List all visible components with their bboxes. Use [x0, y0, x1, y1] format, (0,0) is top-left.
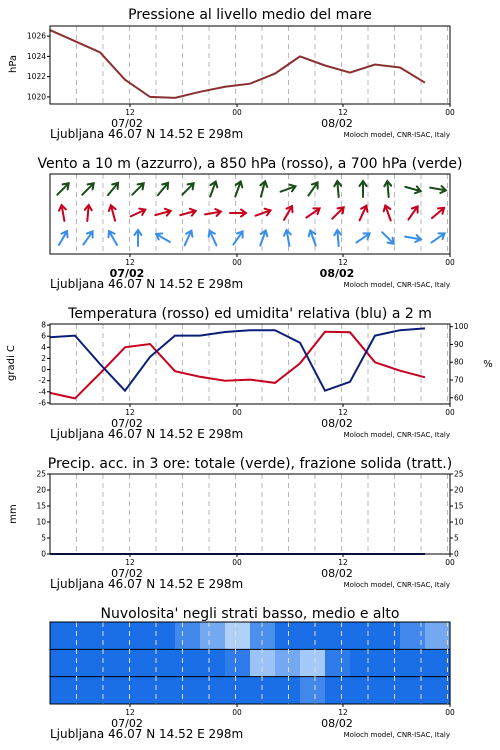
y-tick-label: 1020: [26, 92, 46, 102]
wind-10m-arrow: [233, 231, 242, 244]
x-tick-label: 12: [125, 108, 135, 117]
temp-model: Moloch model, CNR-ISAC, Italy: [343, 431, 450, 439]
y-tick-label: 25: [36, 469, 46, 479]
pressure-line: [50, 30, 425, 98]
cloud-cell: [225, 677, 251, 705]
cloud-cell: [300, 677, 326, 705]
wind-850-arrow: [360, 206, 368, 221]
wind-850-arrow: [230, 210, 246, 217]
cloud-cell: [375, 622, 401, 650]
date-label: 07/02: [111, 567, 143, 580]
wind-700-arrow: [132, 183, 143, 194]
wind-10m-arrow: [382, 232, 393, 243]
y-tick-label: 0: [41, 365, 46, 375]
wind-850-arrow: [332, 207, 343, 218]
wind-700-arrow: [405, 186, 420, 193]
date-label: 08/02: [321, 717, 353, 730]
wind-700-arrow: [182, 183, 193, 194]
cloud-cell: [400, 677, 426, 705]
temp-title: Temperatura (rosso) ed umidita' relativa (blu) a 2 m: [68, 306, 432, 322]
wind-850-arrow: [85, 205, 92, 221]
wind-850-arrow: [59, 205, 66, 221]
cloud-cell: [250, 622, 276, 650]
y-tick-label: 1026: [26, 31, 46, 41]
wind-title: Vento a 10 m (azzurro), a 850 hPa (rosso), a 700 hPa (verde): [37, 156, 463, 172]
wind-10m-arrow: [156, 234, 170, 243]
temperature-line: [50, 332, 425, 399]
cloud-location: Ljubljana 46.07 N 14.52 E 298m: [50, 727, 244, 741]
y-tick-label: 5: [41, 533, 46, 543]
wind-850-arrow: [306, 208, 319, 217]
pressure-ylabel: hPa: [8, 54, 19, 74]
cloud-panel: [50, 606, 455, 741]
y-tick-label: 10: [36, 517, 46, 527]
cloud-cell: [50, 649, 76, 677]
wind-850-arrow: [408, 206, 417, 219]
x-tick-label: 12: [338, 708, 348, 717]
y-tick-label: 20: [454, 485, 464, 495]
cloud-cell: [325, 649, 351, 677]
precip-model: Moloch model, CNR-ISAC, Italy: [343, 581, 450, 589]
y-tick-label: 100: [454, 322, 469, 332]
cloud-cell: [100, 649, 126, 677]
cloud-cell: [400, 622, 426, 650]
wind-700-arrow: [57, 183, 68, 194]
wind-700-arrow: [235, 182, 242, 197]
cloud-cell: [125, 622, 151, 650]
precip-ylabel: mm: [8, 504, 19, 524]
cloud-cell: [275, 649, 301, 677]
wind-10m-arrow: [83, 231, 92, 244]
x-tick-label: 00: [445, 108, 455, 117]
wind-700-arrow: [360, 181, 367, 197]
cloud-cell: [375, 677, 401, 705]
x-tick-label: 00: [232, 558, 242, 567]
wind-10m-arrow: [334, 230, 341, 246]
cloud-cell: [175, 622, 201, 650]
cloud-cell: [225, 622, 251, 650]
cloud-model: Moloch model, CNR-ISAC, Italy: [343, 731, 450, 739]
y-tick-label: 15: [454, 501, 464, 511]
cloud-cell: [275, 677, 301, 705]
date-label: 08/02: [321, 567, 353, 580]
date-label: 08/02: [319, 267, 355, 280]
x-tick-label: 00: [445, 258, 455, 267]
x-tick-label: 00: [445, 408, 455, 417]
y-tick-label: 25: [454, 469, 464, 479]
wind-850-arrow: [155, 209, 170, 216]
x-tick-label: 12: [125, 558, 135, 567]
date-label: 07/02: [111, 417, 143, 430]
y-tick-label: 90: [454, 339, 464, 349]
wind-10m-arrow: [209, 231, 217, 246]
cloud-cell: [350, 677, 376, 705]
y-tick-label: 20: [36, 485, 46, 495]
wind-10m-arrow: [59, 231, 68, 245]
wind-panel: [37, 156, 462, 291]
pressure-title: Pressione al livello medio del mare: [128, 7, 372, 23]
wind-700-arrow: [108, 183, 118, 195]
y-tick-label: 80: [454, 357, 464, 367]
x-tick-label: 00: [232, 408, 242, 417]
cloud-cell: [100, 677, 126, 705]
cloud-title: Nuvolosita' negli strati basso, medio e alto: [100, 606, 400, 622]
wind-model: Moloch model, CNR-ISAC, Italy: [343, 281, 450, 289]
wind-850-arrow: [284, 206, 293, 220]
y-tick-label: 1022: [26, 72, 46, 82]
cloud-cell: [400, 649, 426, 677]
y-tick-label: -4: [38, 387, 46, 397]
wind-700-arrow: [210, 182, 217, 197]
wind-10m-arrow: [135, 230, 142, 246]
pressure-location: Ljubljana 46.07 N 14.52 E 298m: [50, 127, 244, 141]
wind-850-arrow: [131, 209, 146, 217]
cloud-cell: [150, 677, 176, 705]
precip-panel: [8, 456, 464, 591]
cloud-cell: [275, 622, 301, 650]
cloud-cell: [75, 649, 101, 677]
y-tick-label: 10: [454, 517, 464, 527]
x-tick-label: 00: [445, 708, 455, 717]
cloud-cell: [350, 622, 376, 650]
cloud-cell: [325, 622, 351, 650]
cloud-cell: [250, 649, 276, 677]
precip-title: Precip. acc. in 3 ore: totale (verde), frazione solida (tratt.): [47, 456, 453, 472]
wind-10m-arrow: [185, 231, 193, 246]
y-tick-label: -2: [38, 376, 46, 386]
y-tick-label: 70: [454, 375, 464, 385]
date-label: 07/02: [111, 117, 143, 130]
x-tick-label: 12: [338, 558, 348, 567]
wind-700-arrow: [82, 183, 93, 194]
y-tick-label: 0: [41, 549, 46, 559]
humidity-ylabel: %: [483, 359, 493, 370]
pressure-panel: [8, 7, 455, 141]
y-tick-label: 6: [41, 331, 46, 341]
cloud-cell: [50, 622, 76, 650]
x-tick-label: 00: [232, 258, 242, 267]
wind-10m-arrow: [109, 231, 118, 245]
cloud-cell: [225, 649, 251, 677]
y-tick-label: 8: [41, 320, 46, 330]
y-tick-label: 1024: [26, 51, 46, 61]
wind-700-arrow: [158, 183, 168, 195]
cloud-cell: [150, 622, 176, 650]
wind-700-arrow: [308, 182, 317, 195]
cloud-cell: [425, 622, 451, 650]
wind-850-arrow: [432, 208, 444, 218]
wind-700-arrow: [430, 186, 446, 193]
cloud-cell: [350, 649, 376, 677]
x-tick-label: 12: [125, 408, 135, 417]
wind-850-arrow: [109, 205, 116, 220]
temp-ylabel: gradi C: [6, 345, 17, 381]
cloud-cell: [425, 677, 451, 705]
y-tick-label: 15: [36, 501, 46, 511]
wind-850-arrow: [384, 206, 391, 221]
x-tick-label: 12: [125, 258, 135, 267]
x-tick-label: 12: [338, 258, 348, 267]
cloud-cell: [100, 622, 126, 650]
y-tick-label: 2: [41, 353, 46, 363]
precip-location: Ljubljana 46.07 N 14.52 E 298m: [50, 577, 244, 591]
date-label: 07/02: [109, 267, 145, 280]
cloud-cell: [375, 649, 401, 677]
cloud-cell: [125, 649, 151, 677]
x-tick-label: 00: [445, 558, 455, 567]
pressure-model: Moloch model, CNR-ISAC, Italy: [343, 131, 450, 139]
wind-10m-arrow: [284, 230, 291, 246]
date-label: 08/02: [321, 117, 353, 130]
x-tick-label: 00: [232, 108, 242, 117]
cloud-cell: [175, 649, 201, 677]
x-tick-label: 12: [338, 408, 348, 417]
y-tick-label: 4: [41, 342, 46, 352]
y-tick-label: 0: [454, 549, 459, 559]
cloud-cell: [325, 677, 351, 705]
temp-humidity-panel: [6, 306, 493, 441]
wind-10m-arrow: [405, 235, 421, 242]
wind-700-arrow: [334, 181, 341, 197]
wind-10m-arrow: [260, 231, 267, 246]
cloud-cell: [200, 649, 226, 677]
x-tick-label: 12: [338, 108, 348, 117]
humidity-line: [50, 328, 425, 390]
date-label: 07/02: [111, 717, 143, 730]
x-tick-label: 12: [125, 708, 135, 717]
cloud-cell: [125, 677, 151, 705]
wind-700-arrow: [260, 181, 267, 196]
cloud-cell: [300, 622, 326, 650]
cloud-cell: [200, 677, 226, 705]
date-label: 08/02: [321, 417, 353, 430]
cloud-cell: [425, 649, 451, 677]
y-tick-label: 60: [454, 393, 464, 403]
cloud-cell: [75, 622, 101, 650]
cloud-cell: [75, 677, 101, 705]
cloud-cell: [250, 677, 276, 705]
wind-700-arrow: [384, 181, 391, 197]
wind-10m-arrow: [431, 233, 444, 242]
wind-location: Ljubljana 46.07 N 14.52 E 298m: [50, 277, 244, 291]
cloud-cell: [150, 649, 176, 677]
y-tick-label: -6: [38, 398, 46, 408]
temp-location: Ljubljana 46.07 N 14.52 E 298m: [50, 427, 244, 441]
cloud-cell: [200, 622, 226, 650]
cloud-cell: [50, 677, 76, 705]
wind-850-arrow: [205, 209, 221, 216]
x-tick-label: 00: [232, 708, 242, 717]
y-tick-label: 5: [454, 533, 459, 543]
cloud-cell: [300, 649, 326, 677]
cloud-cell: [175, 677, 201, 705]
wind-850-arrow: [256, 209, 271, 216]
